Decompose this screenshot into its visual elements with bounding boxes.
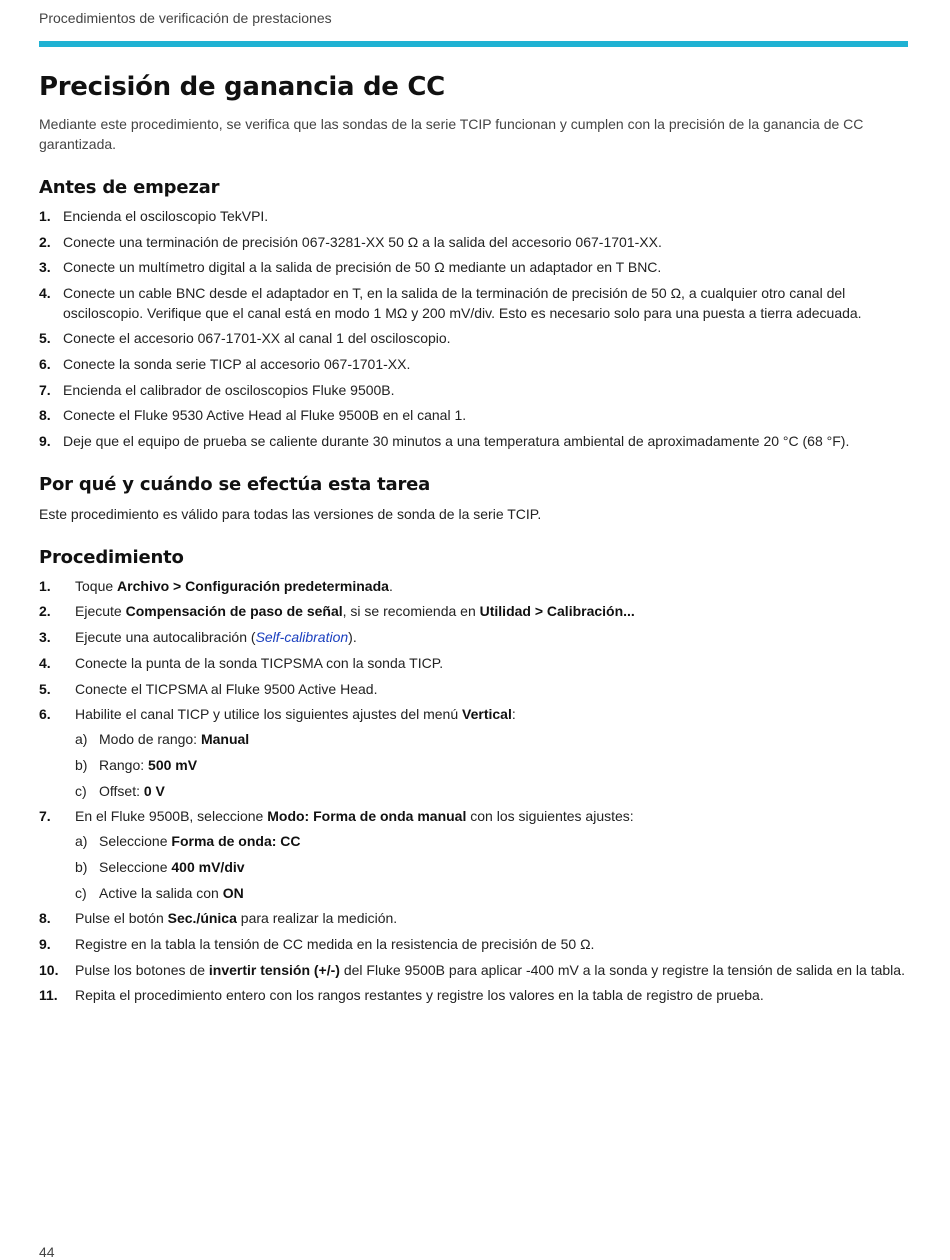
- list-item: [39, 328, 908, 348]
- before-steps-list: [39, 206, 908, 451]
- step-text: .: [388, 577, 393, 594]
- list-item: [39, 206, 908, 226]
- why-text: Este procedimiento es válido para todas las versiones de sonda de la serie TCIP.: [39, 505, 542, 522]
- setting-value: 400 mV/div: [171, 858, 245, 875]
- list-item: [39, 601, 908, 621]
- step-text: Ejecute: [75, 603, 126, 620]
- step-text: Toque: [75, 577, 118, 594]
- step-text: del Fluke 9500B para aplicar -400 mV a la sonda y registre la tensión de salida en la tabla.: [339, 961, 905, 978]
- step-text: Conecte la punta de la sonda TICPSMA con la sonda TICP.: [75, 654, 444, 671]
- step-text: Seleccione: [99, 858, 172, 875]
- self-calibration-link[interactable]: Self-calibration: [255, 629, 349, 646]
- step-number: 1.: [39, 577, 51, 594]
- list-item: [75, 781, 908, 801]
- button-name: invertir tensión (+/-): [208, 961, 340, 978]
- list-item: [39, 806, 908, 902]
- step-text: Rango:: [99, 756, 149, 773]
- step-number: 10.: [39, 961, 59, 978]
- document-page: [39, 0, 909, 1260]
- list-item: [39, 257, 908, 277]
- step-number: 6.: [39, 355, 51, 372]
- setting-value: 500 mV: [148, 756, 198, 773]
- list-item: [39, 232, 908, 252]
- before-heading: Antes de empezar: [39, 177, 220, 198]
- menu-path: Archivo > Configuración predeterminada: [117, 577, 389, 594]
- step-text: Offset:: [99, 782, 144, 799]
- step-number: 2.: [39, 233, 51, 250]
- setting-value: 0 V: [143, 782, 165, 799]
- sub-steps-list: [75, 831, 908, 902]
- sub-step-letter: b): [75, 756, 88, 773]
- list-item: [39, 576, 908, 596]
- list-item: [75, 857, 908, 877]
- step-number: 11.: [39, 987, 58, 1004]
- list-item: [39, 380, 908, 400]
- step-text: ).: [348, 629, 357, 646]
- setting-value: Manual: [200, 731, 250, 748]
- sub-step-letter: c): [75, 782, 87, 799]
- function-name: Compensación de paso de señal: [125, 603, 343, 620]
- list-item: [39, 431, 908, 451]
- sub-steps-list: [75, 729, 908, 800]
- step-text: En el Fluke 9500B, seleccione: [75, 808, 268, 825]
- step-number: 3.: [39, 629, 51, 646]
- list-item: [39, 283, 908, 323]
- list-item: [39, 405, 908, 425]
- menu-name: Vertical: [462, 706, 512, 723]
- sub-step-letter: a): [75, 833, 88, 850]
- step-text: Repita el procedimiento entero con los rangos restantes y registre los valores en la tabla de registro de prueba.: [75, 987, 764, 1004]
- list-item: [39, 679, 908, 699]
- header-rule: [39, 41, 908, 47]
- procedure-heading: Procedimiento: [39, 546, 184, 568]
- step-number: 6.: [39, 706, 51, 723]
- sub-step-letter: b): [75, 858, 88, 875]
- section-title: Precisión de ganancia de CC: [39, 72, 445, 102]
- step-text: Conecte una terminación de precisión 067-3281-XX 50 Ω a la salida del accesorio 067-1701-XX.: [63, 233, 662, 250]
- step-number: 9.: [39, 936, 51, 952]
- step-number: 8.: [39, 910, 51, 927]
- step-text: Encienda el osciloscopio TekVPI.: [63, 208, 269, 224]
- step-text: Pulse los botones de: [75, 961, 209, 978]
- menu-path: Utilidad > Calibración...: [479, 603, 635, 620]
- step-text: Registre en la tabla la tensión de CC medida en la resistencia de precisión de 50 Ω.: [75, 936, 595, 952]
- step-text: Conecte un cable BNC desde el adaptador en T, en la salida de la terminación de precisión de 50 Ω, a cualquier otro canal del osciloscopio. Verifique que el canal está en modo 1 MΩ y 200 mV/div. Esto es necesario solo para una puesta a tierra adecuada.: [63, 284, 862, 321]
- step-text: Conecte la sonda serie TICP al accesorio 067-1701-XX.: [63, 355, 411, 372]
- list-item: [75, 729, 908, 749]
- step-text: Deje que el equipo de prueba se caliente durante 30 minutos a una temperatura ambiental de aproximadamente 20 °C (68 °F).: [63, 432, 850, 449]
- step-text: Ejecute una autocalibración (: [75, 629, 256, 646]
- content: [39, 72, 908, 1011]
- step-text: Conecte el TICPSMA al Fluke 9500 Active Head.: [75, 680, 378, 697]
- step-text: Encienda el calibrador de osciloscopios Fluke 9500B.: [63, 381, 395, 398]
- list-item: [39, 354, 908, 374]
- setting-value: Forma de onda: CC: [171, 833, 301, 850]
- step-text: Habilite el canal TICP y utilice los siguientes ajustes del menú: [75, 706, 463, 723]
- list-item: [39, 704, 908, 800]
- step-text: Conecte el Fluke 9530 Active Head al Fluke 9500B en el canal 1.: [63, 407, 467, 424]
- list-item: [39, 985, 908, 1005]
- list-item: [39, 908, 908, 928]
- step-text: :: [511, 706, 516, 723]
- step-text: Pulse el botón: [75, 910, 168, 927]
- step-number: 5.: [39, 330, 51, 347]
- button-name: Sec./única: [167, 910, 237, 927]
- section-intro: Mediante este procedimiento, se verifica que las sondas de la serie TCIP funcionan y cumplen con la precisión de la ganancia de CC garantizada.: [39, 116, 864, 152]
- step-number: 5.: [39, 680, 51, 697]
- step-number: 8.: [39, 407, 51, 424]
- list-item: [39, 653, 908, 673]
- list-item: [39, 960, 908, 980]
- step-number: 7.: [39, 381, 51, 398]
- step-number: 1.: [39, 208, 51, 224]
- list-item: [39, 934, 908, 954]
- list-item: [75, 755, 908, 775]
- why-heading: Por qué y cuándo se efectúa esta tarea: [39, 473, 431, 495]
- list-item: [75, 831, 908, 851]
- setting-value: ON: [222, 884, 244, 901]
- procedure-steps-list: [39, 576, 908, 1006]
- step-number: 4.: [39, 654, 51, 671]
- running-header: Procedimientos de verificación de prestaciones: [39, 10, 332, 26]
- step-number: 4.: [39, 284, 51, 301]
- step-number: 9.: [39, 432, 51, 449]
- step-text: Conecte el accesorio 067-1701-XX al canal 1 del osciloscopio.: [63, 330, 451, 347]
- step-text: Active la salida con: [99, 884, 223, 901]
- step-number: 2.: [39, 603, 51, 620]
- step-text: Seleccione: [99, 833, 172, 850]
- step-text: Modo de rango:: [99, 731, 201, 748]
- list-item: [75, 883, 908, 903]
- step-text: Conecte un multímetro digital a la salida de precisión de 50 Ω mediante un adaptador en T BNC.: [63, 259, 662, 276]
- mode-name: Modo: Forma de onda manual: [267, 808, 467, 825]
- step-text: , si se recomienda en: [342, 603, 480, 620]
- step-number: 3.: [39, 259, 51, 276]
- list-item: [39, 627, 908, 647]
- step-text: para realizar la medición.: [236, 910, 398, 927]
- page-number: 44: [39, 1244, 55, 1260]
- step-number: 7.: [39, 808, 51, 825]
- sub-step-letter: a): [75, 731, 88, 748]
- step-text: con los siguientes ajustes:: [466, 808, 634, 825]
- sub-step-letter: c): [75, 884, 87, 901]
